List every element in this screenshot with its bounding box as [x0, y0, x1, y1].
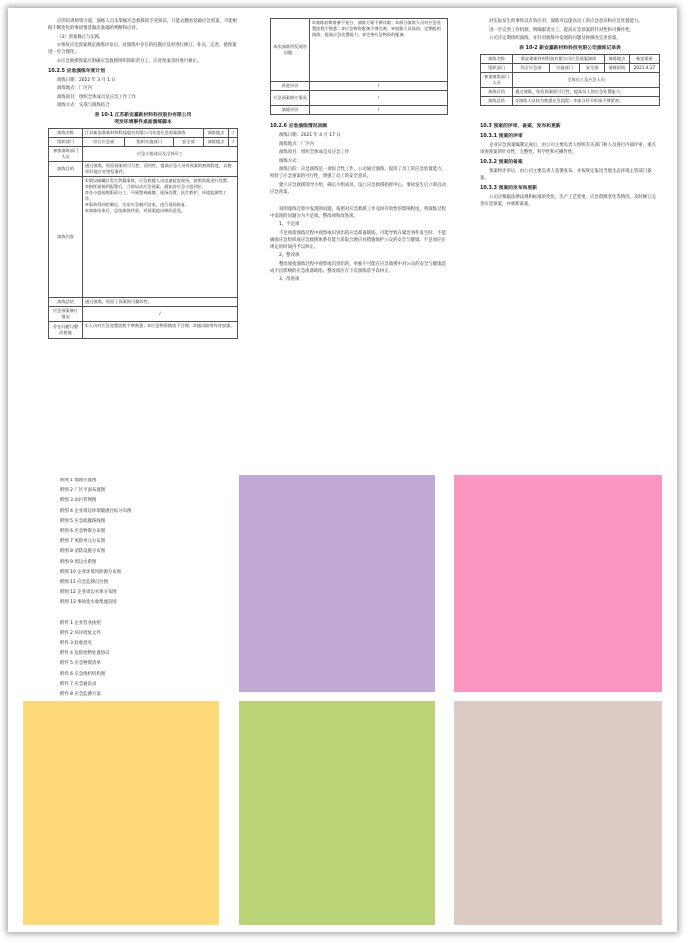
body-paragraph: 进一步完善工作机制，明确职责分工，提高应急预案的针对性和可操作性。	[489, 27, 634, 33]
field-line: 演练日期：2022 年 3 月 1 日	[57, 77, 116, 83]
table-caption: 表 10-2 新安嘉新材料科技有限公司演练记录表	[519, 46, 621, 51]
section-heading: 10.3.2 预案的备案	[480, 160, 523, 165]
document-sheet	[8, 8, 677, 932]
attachment-file-item: 附件 4 危险废物处置协议	[60, 651, 110, 657]
body-paragraph: 说明演练过程中发现的问题，按照对应急救援工作及时有效性的影响程度，将演练过程中发现的问题分为不足项、整改项和改进项。	[270, 206, 446, 219]
table-caption: 表 10-1 江苏新安嘉新材料科技股份有限公司 突发环境事件桌面演练脚本	[94, 113, 192, 125]
attachment-figure-item: 附图 8 消防设施分布图	[60, 549, 106, 555]
section-heading: 10.3 预案的评审、备案、发布和更新	[480, 124, 561, 129]
rose-placeholder-page	[454, 701, 662, 925]
table-row: 演练目的 通过演练，检验预案的可行性，提高员工的应急处置能力。	[481, 88, 660, 97]
green-placeholder-page	[239, 701, 435, 925]
field-line: 演练项目：组织全体成员及应急工作	[279, 150, 350, 155]
body-paragraph: 1、不足项	[279, 222, 300, 227]
attachment-list-page	[60, 478, 220, 728]
attachment-file-item: 附件 6 应急组织机构图	[60, 671, 106, 677]
attachment-file-item: 附件 8 应急监测方案	[60, 691, 101, 697]
intro-paragraph: （3）预案修正与实践	[57, 34, 100, 40]
body-paragraph: 企业应急预案编制完成后，由公司主要负责人组织有关部门和人员进行内部评审，重点审查预案的针对性、完整性、科学性和可操作性。	[480, 143, 656, 155]
section-heading: 10.2.6 应急演练情况回顾	[270, 124, 328, 129]
attachment-figure-item: 附图 4 企业周边环境敏感目标分布图	[60, 508, 132, 514]
section-heading: 10.3.3 预案的发布和更新	[480, 186, 538, 191]
body-paragraph: 2、整改项	[279, 253, 300, 258]
attachment-figure-item: 附图 1 地理位置图	[60, 478, 97, 483]
table-row: 组织部门 综合应急部 实施部门 安全部 演练时间 2021.4.17	[481, 64, 660, 73]
drill-record-table	[480, 54, 660, 106]
attachment-figure-item: 附图 7 风险单元分布图	[60, 539, 106, 545]
body-paragraph: 不足项指演练过程中观察或识别出的应急准备缺陷，可能导致在紧急事件发生时，不能确保应急组织或应急救援体系有能力采取合理应对措施保护公众的安全与健康。不足项应在规定的时间内予以纠正。	[270, 230, 446, 250]
field-line: 演练日期：2021 年 4 月 17 日	[279, 133, 341, 138]
intro-paragraph: ①事故应急预案规定演练评估后，对演练中存在的问题应及时进行修订、补充、完善，使预案进一步合理化。	[48, 43, 237, 55]
attachment-figure-item: 附图 12 企业周边水体分布图	[60, 590, 117, 596]
document-page-3	[480, 18, 660, 478]
field-line: 演练方式：	[279, 158, 301, 164]
body-paragraph: 整改项指演练过程中观察或识别出的，单独不可能在应急救援中对公众的安全与健康造成不良影响的应急准备缺陷。整改项应在下次演练前予以纠正。	[270, 261, 446, 274]
body-paragraph: 公司应定期组织演练，并针对演练中发现的问题及时修改完善预案。	[489, 36, 621, 41]
yellow-placeholder-page	[23, 701, 219, 925]
attachment-figure-item: 附图 2 厂区平面布置图	[60, 488, 106, 494]
document-page-1	[48, 18, 238, 478]
section-heading: 10.3.1 预案的评审	[480, 134, 523, 139]
table-row: 演练内容 ①假设储罐区发生泄漏事故，应急救援人员迅速赶赴现场，按照预案进行处置。 ②指挥部接到报警后，立即启动应急预案，通知各应急小组到位。 ③各小组按照职责分工，开展警戒疏散、现场处置、医疗救护、环境监测等工作。 ④事故得到控制后，宣布应急响应结束，进行现场恢复。 ⑤演练结束后，总结演练经验，对预案提出修改意见。	[49, 177, 238, 298]
table-row: 演练评价 /	[271, 106, 448, 115]
table-row: 改进评价 /	[271, 82, 448, 91]
intro-paragraph: ②应急救援预案应明确应急救援组织的职责分工，应对预案及时进行修正。	[57, 58, 202, 64]
attachment-figure-item: 附图 10 企业环境风险源分布图	[60, 569, 122, 575]
intro-paragraph: 应的培训师资力量，演练人员未掌握应急救援的专业知识，只能去翻看基础应急预案，不能根据不断变化的事故情景做出准确的判断和应对。	[48, 19, 238, 31]
section-heading: 10.2.5 应急演练年度计划	[48, 68, 106, 74]
table-row: 应急预案修订情况 /	[271, 91, 448, 106]
attachment-file-item: 附件 7 应急通讯录	[60, 681, 97, 687]
drill-script-table	[48, 128, 238, 339]
attachment-figure-item: 附图 11 应急监测点位图	[60, 579, 108, 585]
body-paragraph: 对实际发生的事件以有效应对，演练可以提高员工的应急意识和应急处置能力。	[489, 19, 643, 24]
attachment-file-item: 附件 3 验收意见	[60, 641, 92, 646]
attachment-file-item: 附件 5 应急物资清单	[60, 661, 101, 667]
attachment-figure-item: 附图 9 周边水系图	[60, 559, 97, 565]
pink-placeholder-page	[454, 475, 662, 692]
table-row: 参加演练部门人员 应急小组成员及全体员工	[49, 147, 238, 162]
body-paragraph: 演练目的：应急演练是一项综合性工作，公司通过演练，提高了员工的应急处置能力，检验了应急预案的可行性，增强了员工的安全意识。	[270, 167, 446, 179]
table-row: 演练目的 通过演练，检验预案的可行性、适用性，提高应急人员对预案的熟练程度，以便更好地应对突发事件。	[49, 162, 238, 177]
attachment-figure-item: 附图 13 事故废水收集流向图	[60, 600, 117, 606]
table-row: 参加演练部门人员 全体员工及应急人员	[481, 73, 660, 88]
field-line: 演练方式：实战与演练结合	[57, 103, 110, 108]
table-row: 演练总结 ①演练人员较为熟悉应急流程；②部分环节衔接不够紧密。	[481, 97, 660, 106]
body-paragraph: 公司应根据法律法规和标准的变化、生产工艺变更、应急资源变化等情况，及时修订完善应急预案，并重新备案。	[480, 195, 656, 207]
body-paragraph: 3、改进项	[279, 277, 300, 282]
field-line: 演练地点：厂区内	[57, 86, 93, 91]
attachment-figure-item: 附图 5 应急疏散路线图	[60, 518, 106, 524]
table-row: 应急预案修订情况 /	[49, 307, 238, 322]
table-row: 演练名称 新安嘉新材料科技有限公司应急预案演练 演练地点 新安嘉新	[481, 55, 660, 64]
document-page-2	[270, 18, 448, 478]
table-row: 演练总结 通过演练，检验了预案的可操作性。	[49, 298, 238, 307]
field-line: 演练地点：厂区内	[279, 141, 315, 147]
attachment-file-item: 附件 1 企业营业执照	[60, 620, 101, 626]
attachment-figure-item: 附图 3 雨污管网图	[60, 498, 97, 504]
attachment-file-item: 附件 2 环评批复文件	[60, 630, 101, 636]
field-line: 演练项目：组织全体成员及应急工作工作	[57, 94, 137, 100]
attachment-figure-item: 附图 6 应急物资分布图	[60, 528, 106, 534]
table-row: 本次演练所发现的问题： ①演练前期准备不充分，演练方案不够详细；②部分演练人员对应急处置流程不熟悉；③应急物资配备不够完善。④加强人员培训，定期组织演练，提高应急处置能力。⑤完善应急物资的配备。	[271, 19, 448, 82]
table-row: 组织部门 综合应急部 组织实施部门 安全部 演练地点 /	[49, 138, 238, 147]
body-paragraph: 预案经评审后，由公司主要负责人签署发布，并按规定报送当地生态环境主管部门备案。	[480, 169, 652, 181]
table-row: 演练名称 江苏新安嘉新材料科技股份有限公司年度应急预案演练 演练地点 /	[49, 129, 238, 138]
purple-placeholder-page	[239, 475, 435, 692]
body-paragraph: 建立应急救援领导小组，确定小组成员，设立应急救援指挥中心，事故发生后立即启动应急预案。	[270, 182, 446, 195]
evaluation-table	[270, 18, 448, 115]
table-row: 存在问题与整改措施 ①人员对应急处置流程不够熟悉；②应急物资摆放不合理；③通讯联络有待加强。	[49, 322, 238, 339]
